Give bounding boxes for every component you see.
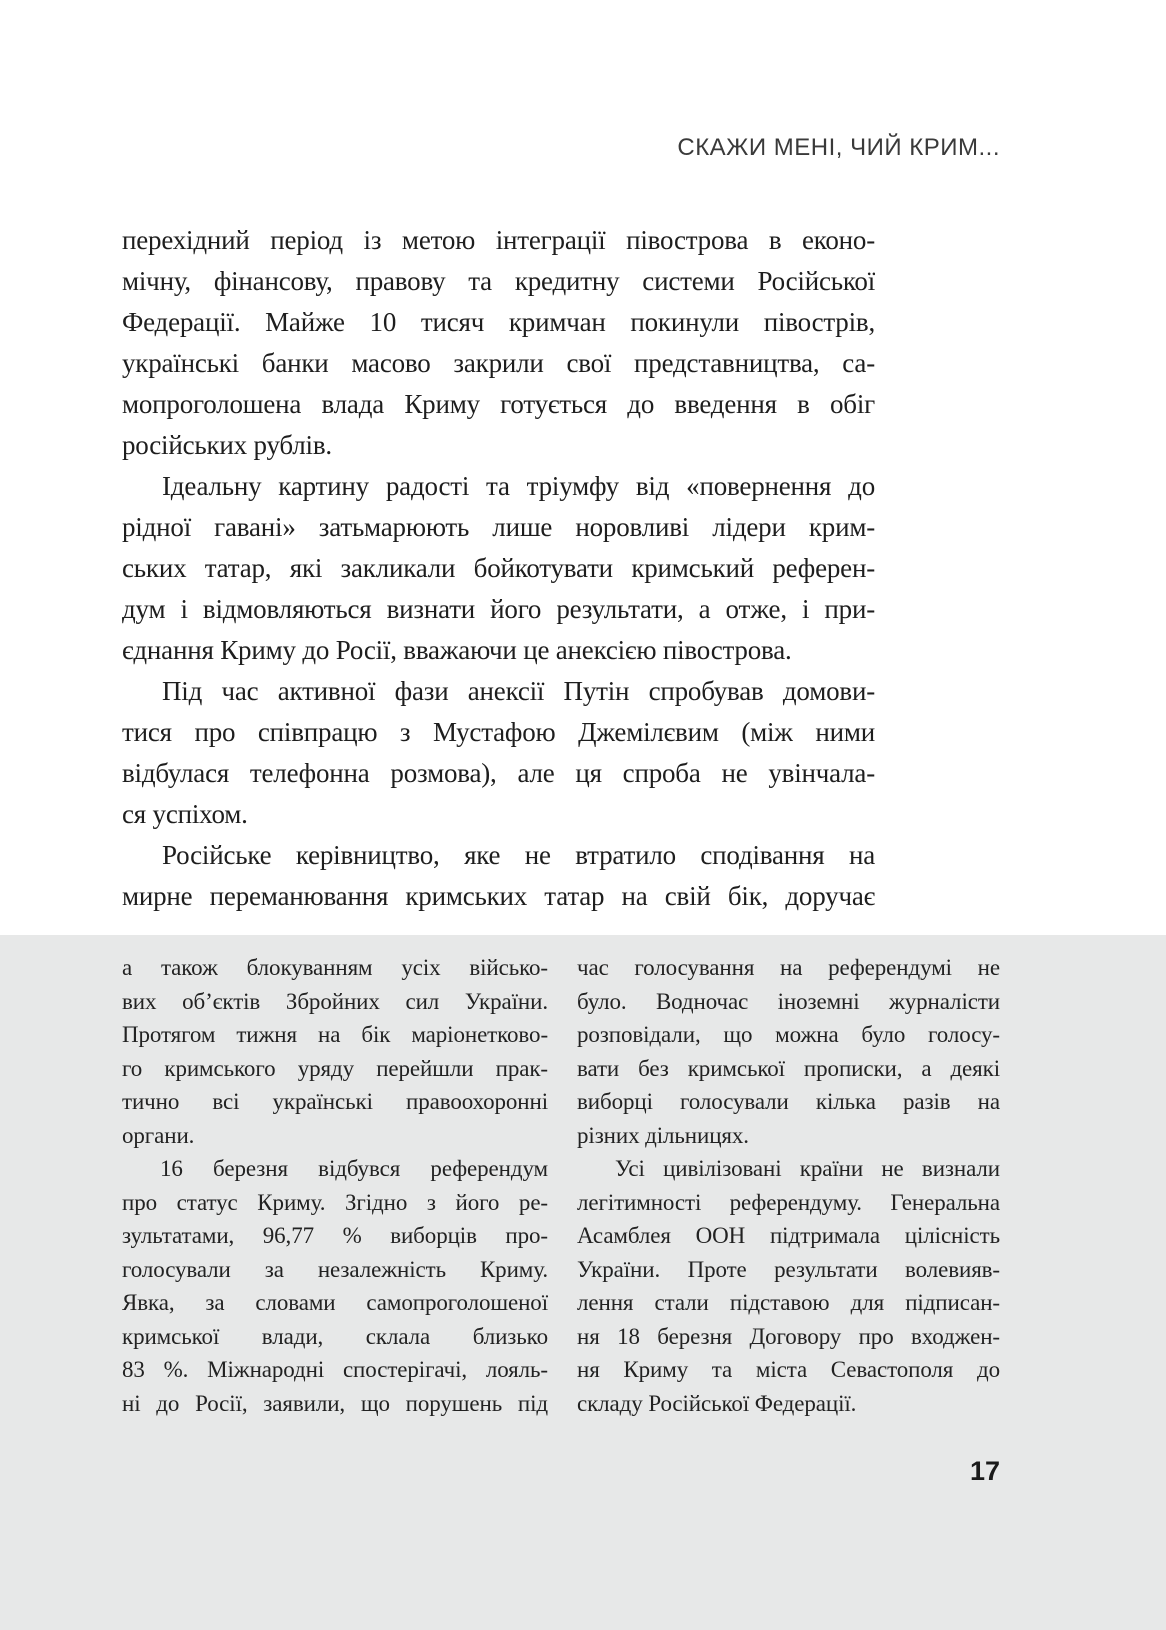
text-line: російських рублів. [122, 430, 332, 460]
paragraph [122, 951, 548, 1152]
text-line: Ідеальну картину радості та тріумфу від «повернення до [162, 471, 875, 501]
text-line: мирне переманювання кримських татар на свій бік, доручає [122, 881, 875, 911]
text-line: ні до Росії, заявили, що порушень під [122, 1390, 548, 1416]
text-line: складу Російської Федерації. [577, 1390, 857, 1416]
text-line: Під час активної фази анексії Путін спробував домови- [162, 676, 875, 706]
text-line: мопроголошена влада Криму готується до введення в обіг [122, 389, 875, 419]
text-line: Федерації. Майже 10 тисяч кримчан покинули півострів, [122, 307, 875, 337]
paragraph [122, 466, 875, 671]
text-line: перехідний період із метою інтеграції півострова в еконо- [122, 225, 875, 255]
paragraph [122, 835, 875, 917]
text-line: розповідали, що можна було голосу- [577, 1022, 1000, 1047]
text-line: 83 %. Міжнародні спостерігачі, лояль- [122, 1357, 548, 1382]
text-line: Протягом тижня на бік маріонетково- [122, 1022, 548, 1047]
paragraph [577, 1152, 1000, 1420]
text-line: органи. [122, 1122, 195, 1148]
text-line: ня 18 березня Договору про входжен- [577, 1323, 1000, 1349]
text-line: ських татар, які закликали бойкотувати кримський референ- [122, 553, 875, 583]
text-line: тично всі українські правоохоронні [122, 1089, 548, 1114]
text-line: єднання Криму до Росії, вважаючи це анексією півострова. [122, 635, 792, 665]
text-line: України. Проте результати волевияв- [577, 1256, 1000, 1282]
text-line: дум і відмовляються визнати його результати, а отже, і при- [122, 594, 875, 624]
paragraph [122, 220, 875, 466]
text-line: 16 березня відбувся референдум [160, 1156, 548, 1181]
text-line: го кримського уряду перейшли прак- [122, 1055, 548, 1081]
text-line: було. Водночас іноземні журналісти [577, 988, 1000, 1014]
text-line: мічну, фінансову, правову та кредитну системи Російської [122, 266, 875, 296]
text-line: українські банки масово закрили свої представництва, са- [122, 348, 875, 378]
text-line: Російське керівництво, яке не втратило сподівання на [162, 840, 875, 870]
text-line: вати без кримської прописки, а деякі [577, 1055, 1000, 1081]
paragraph [122, 1152, 548, 1420]
text-line: Усі цивілізовані країни не визнали [615, 1156, 1000, 1181]
footnote-panel [0, 935, 1166, 1630]
text-line: легітимності референдуму. Генеральна [577, 1189, 1000, 1215]
text-line: кримської влади, склала близько [122, 1323, 548, 1349]
text-line: час голосування на референдумі не [577, 955, 1000, 980]
body-text-block [122, 220, 875, 917]
paragraph [122, 671, 875, 835]
page-number: 17 [969, 1456, 1000, 1486]
footnote-column-right [577, 951, 1000, 1420]
text-line: лення стали підставою для підписан- [577, 1290, 1000, 1315]
text-line: Явка, за словами самопроголошеної [122, 1290, 548, 1315]
text-line: а також блокуванням усіх військо- [122, 955, 548, 980]
text-line: рідної гавані» затьмарюють лише норовливі лідери крим- [122, 512, 875, 542]
text-line: Асамблея ООН підтримала цілісність [577, 1223, 1000, 1248]
text-line: голосували за незалежність Криму. [122, 1256, 548, 1282]
text-line: про статус Криму. Згідно з його ре- [122, 1189, 548, 1215]
text-line: зультатами, 96,77 % виборців про- [122, 1223, 548, 1248]
text-line: тися про співпрацю з Мустафою Джемілєвим (між ними [122, 717, 875, 747]
running-head: СКАЖИ МЕНІ, ЧИЙ КРИМ... [677, 134, 1000, 161]
paragraph [577, 951, 1000, 1152]
text-line: ся успіхом. [122, 799, 248, 829]
text-line: різних дільницях. [577, 1122, 749, 1148]
text-line: ня Криму та міста Севастополя до [577, 1357, 1000, 1382]
text-line: виборці голосували кілька разів на [577, 1089, 1000, 1114]
footnote-column-left [122, 951, 548, 1420]
text-line: вих об’єктів Збройних сил України. [122, 988, 548, 1014]
text-line: відбулася телефонна розмова), але ця спроба не увінчала- [122, 758, 875, 788]
